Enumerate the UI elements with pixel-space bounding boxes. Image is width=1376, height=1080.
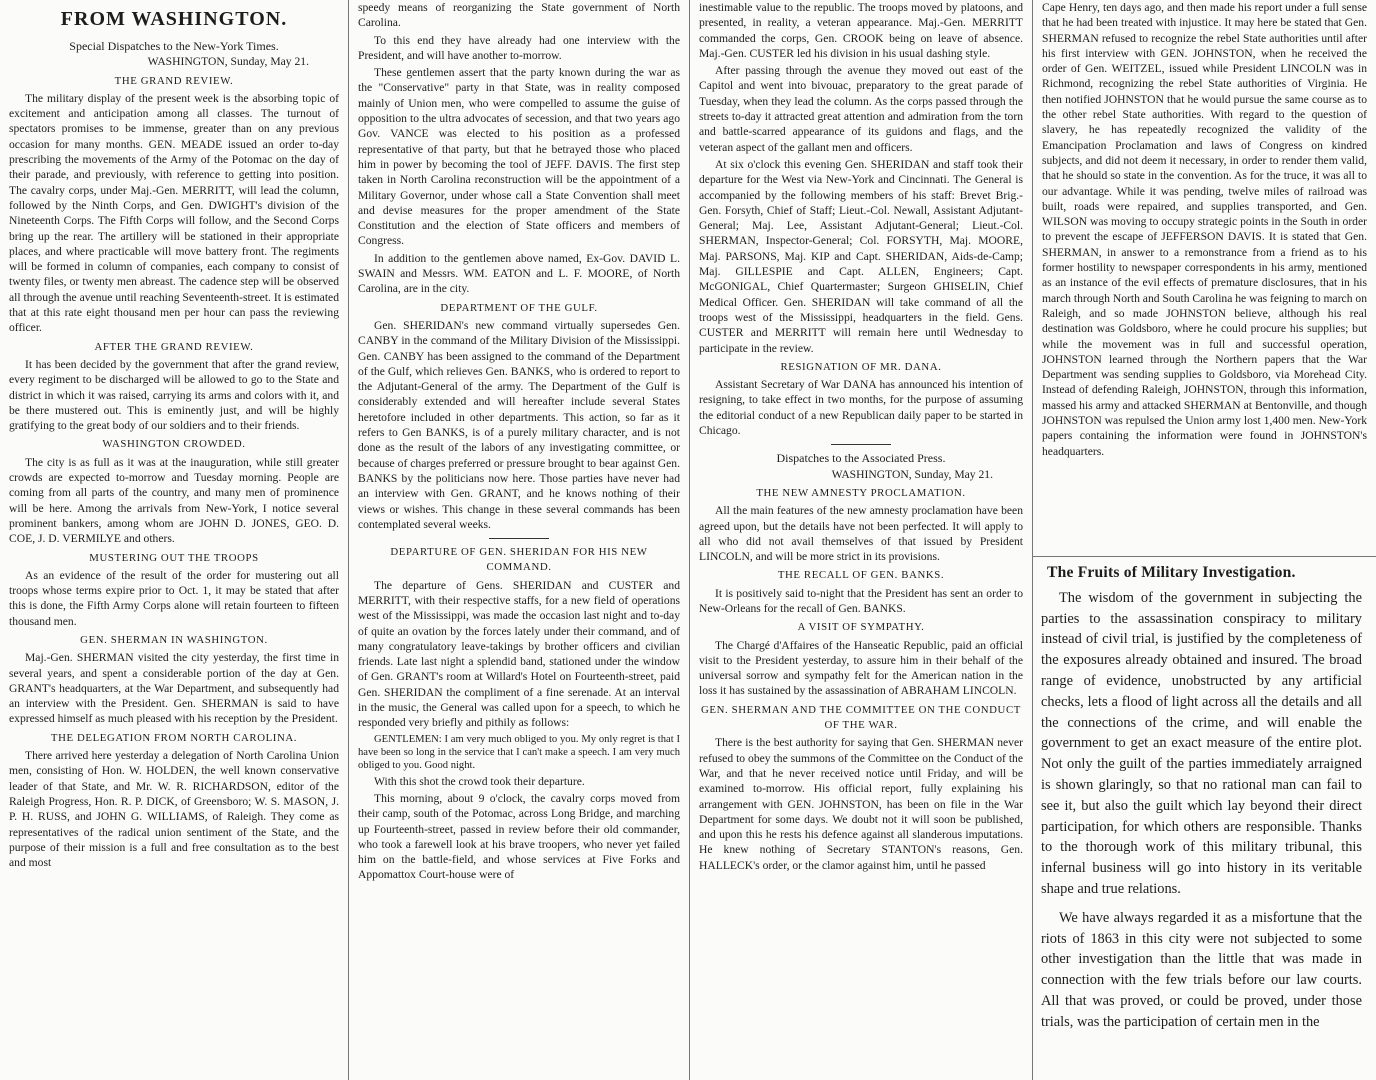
article-paragraph: The city is as full as it was at the inauguration, while still greater crowds are expected to-morrow and Tuesday morning. People are coming from all parts of the country, and many men of prominence will be here. Among the arrivals from New-York, I notice several prominent bankers, among whom are JOHN D. JONES, GEO. D. COE, J. D. VERMILYE and others. — [9, 455, 339, 546]
section-heading-gulf: DEPARTMENT OF THE GULF. — [440, 301, 598, 314]
article-paragraph: In addition to the gentlemen above named, Ex-Gov. DAVID L. SWAIN and Messrs. WM. EATON and L. F. MOORE, of North Carolina, are in the city. — [358, 251, 680, 296]
section-heading-amnesty: THE NEW AMNESTY PROCLAMATION. — [756, 486, 966, 499]
dateline: WASHINGTON, Sunday, May 21. — [147, 55, 309, 69]
section-heading-dana: RESIGNATION OF MR. DANA. — [780, 360, 942, 373]
article-paragraph: Gen. SHERIDAN's new command virtually supersedes Gen. CANBY in the command of the Military Division of the Mississippi. Gen. CANBY has been assigned to the command of the Department of the Gulf, which relieves Gen. BANKS, who is ordered to report to the Adjutant-General of the army. The Department of the Gulf is considerably extended and will hereafter include several States heretofore included in other departments. This action, so far as it refers to Gen BANKS, is of a purely military character, and is not done as the result of the labors of any investigating committee, or because of charges preferred or pressure brought to bear against Gen. BANKS by the politicians now here. Those parties have never had an interview with Gen. GRANT, and he knows nothing of their views or wishes. This change in these several commands has been contemplated several weeks. — [358, 318, 680, 531]
section-heading-recall: THE RECALL OF GEN. BANKS. — [777, 569, 945, 582]
article-paragraph: This morning, about 9 o'clock, the cavalry corps moved from their camp, south of the Potomac, across Long Bridge, and marching up Fourteenth-street, passed in review before their old commander, who took a farewell look at his brave troopers, who never yet failed him on the battle-field, and whose services at Five Forks and Appomattox Court-house were of — [358, 791, 680, 882]
section-heading-after-review: AFTER THE GRAND REVIEW. — [94, 340, 254, 353]
section-heading-delegation: THE DELEGATION FROM NORTH CAROLINA. — [50, 731, 298, 744]
editorial-heading: The Fruits of Military Investigation. — [1047, 564, 1296, 581]
article-paragraph: It is positively said to-night that the President has sent an order to New-Orleans for the recall of Gen. BANKS. — [699, 586, 1023, 615]
dispatch-header: Special Dispatches to the New-York Times. — [69, 39, 279, 53]
article-paragraph: speedy means of reorganizing the State government of North Carolina. — [358, 1, 680, 30]
article-paragraph: Cape Henry, ten days ago, and then made his report under a full sense that he had been treated with injustice. It may here be stated that Gen. SHERMAN refused to recognize the rebel State authorities until after his first interview with GEN. JOHNSTON, when he received the order of Gen. WEITZEL, issued while President LINCOLN was in Richmond, recognizing the rebel State authorities of Virginia. He then notified JOHNSTON that he would pursue the same course as to the other rebel State authorities. With regard to the question of slavery, he has repeatedly recognized the validity of the Emancipation Proclamation and laws of Congress on kindred subjects, and did not deem it necessary, in order to render them valid, that he should so state in the convention. As for the truce, it was all to our advantage. While it was pending, twelve miles of railroad was built, roads were repaired, and supplies transported, and Gen. WILSON was moving to occupy strategic points in the South in order to prevent the escape of JEFFERSON DAVIS. It is stated that Gen. SHERMAN, in answer to a remonstrance from a friend as to his former hostility to newspaper correspondents in his army, mentioned as an instance of the evil effects of premature disclosures, that in his march through North and South Carolina he was feigning to march on Raleigh, and so made JOHNSTON believe, although his real destination was Goldsboro, where he could procure his supplies; but while the movement was in full and successful operation, JOHNSTON learned through the Northern papers that the War Department was sending supplies to Goldsboro, via Morehead City. Instead of defending Raleigh, JOHNSTON, through this information, massed his army and attacked SHERMAN at Bentonville, and though JOHNSTON was repulsed the Union army lost 1,400 men. New-York papers containing the information were found in JOHNSTON's headquarters. — [1042, 1, 1367, 458]
editorial-fruits-panel — [1032, 556, 1376, 1080]
column-3 — [689, 0, 1032, 1080]
article-paragraph: All the main features of the new amnesty proclamation have been agreed upon, but the details have not been perfected. It will apply to all who did not avail themselves of that issued by President LINCOLN, and will be more strict in its provisions. — [699, 504, 1023, 564]
article-paragraph: As an evidence of the result of the order for mustering out all troops whose terms expire prior to Oct. 1, it may be stated that after this is done, the Fifth Army Corps alone will retain fourteen to fifteen thousand men. — [9, 568, 339, 628]
column-1 — [0, 0, 348, 1080]
article-paragraph: Maj.-Gen. SHERMAN visited the city yesterday, the first time in several years, and spent a considerable portion of the day at Gen. GRANT's headquarters, at the War Department, and subsequently had an interview with the President. Gen. SHERMAN is said to have expressed himself as much pleased with his reception by the President. — [9, 651, 339, 726]
section-heading-departure: DEPARTURE OF GEN. SHERIDAN FOR HIS NEW COMMAND. — [390, 546, 648, 574]
divider — [489, 538, 549, 539]
masthead-title: FROM WASHINGTON. — [60, 8, 288, 30]
section-heading-committee: GEN. SHERMAN AND THE COMMITTEE ON THE CONDUCT OF THE WAR. — [701, 703, 1021, 732]
article-paragraph: To this end they have already had one interview with the President, and will have another to-morrow. — [358, 33, 680, 62]
article-paragraph: The military display of the present week is the absorbing topic of excitement and anticipation among all classes. The turnout of spectators promises to be immense, greater than on any previous occasion for many months. GEN. MEADE issued an order to-day prescribing the movements of the Army of the Potomac on the day of their parade, and previously, with reference to getting into position. The cavalry corps, under Maj.-Gen. MERRITT, will lead the column, followed by the Ninth Corps, and Gen. DWIGHT's division of the Nineteenth Corps. The Fifth Corps will follow, and the Second Corps bring up the rear. The artillery will be stationed in their appropriate places, and where practicable will move battery front. The regiments will be formed in column of companies, each company to consist of twenty files, or twenty men abreast. The cadence step will be observed all through the avenue until reaching Seventeenth-street. It is estimated that at this rate eight thousand men per hour can pass the reviewing officer. — [9, 91, 339, 335]
article-paragraph: At six o'clock this evening Gen. SHERIDAN and staff took their departure for the West via New-York and Cincinnati. The General is accompanied by the following members of his staff: Brevet Brig.-Gen. Forsyth, Chief of Staff; Lieut.-Col. Newall, Assistant Adjutant-General; Maj. Lee, Assistant Adjutant-General; Lieut.-Col. SHERMAN, Inspector-General; Col. FORSYTH, Maj. MOORE, Maj. PARSONS, Maj. KIP and Capt. SHERIDAN, Aids-de-Camp; Maj. GILLESPIE and Capt. ALLEN, Engineers; Capt. McGONIGAL, Chief Quartermaster; Surgeon GHISELIN, Chief Medical Officer. Gen. SHERIDAN will take command of all the troops west of the Mississippi, headquarters in the field. Gens. CUSTER and MERRITT will remain here until Wednesday to participate in the review. — [699, 157, 1023, 355]
quoted-speech: GENTLEMEN: I am very much obliged to you. My only regret is that I have been so long in the service that I can't make a speech. I am very much obliged to you. Good night. — [358, 733, 680, 771]
article-paragraph: There arrived here yesterday a delegation of North Carolina Union men, consisting of Hon. W. HOLDEN, the well known conservative leader of that State, and Mr. W. R. RICHARDSON, editor of the Raleigh Progress, Hon. R. P. DICK, of Greensboro; W. S. MASON, J. P. H. RUSS, and JOHN G. WILLIAMS, of Raleigh. They come as representatives of the radical union sentiment of the State, and the purpose of their mission is a full and free consultation as to the best and most — [9, 749, 339, 870]
section-heading-grand-review: THE GRAND REVIEW. — [114, 74, 234, 87]
section-heading-mustering: MUSTERING OUT THE TROOPS — [89, 551, 259, 564]
section-heading-sherman: GEN. SHERMAN IN WASHINGTON. — [80, 633, 268, 646]
section-heading-sympathy: A VISIT OF SYMPATHY. — [797, 621, 925, 634]
editorial-paragraph: The wisdom of the government in subjecting the parties to the assassination conspiracy to military instead of civil trial, is justified by the completeness of the exposures already obtained and insured. The broad range of evidence, unobstructed by any artificial checks, lets a flood of light across all the details and all the connections of the crime, and will enable the government to get an exact measure of the entire plot. Not only the guilt of the parties immediately arraigned is shown glaringly, so that no rational man can fail to see it, but also the guilt which lay beyond their direct participation, for which others are responsible. Thanks to the thorough work of this military tribunal, this infernal business will go into history in its veritable shape and true relations. — [1041, 589, 1362, 897]
article-paragraph: The departure of Gens. SHERIDAN and CUSTER and MERRITT, with their respective staffs, for a new field of operations west of the Mississippi, was made the occasion last night and to-day of quite an ovation by the forces lately under their command, and of many congratulatory leave-takings by brother officers and civilian friends. Late last night a splendid band, stationed under the window of Gen. GRANT's room at Willard's Hotel on Fourteenth-street, paid Gen. SHERIDAN the compliment of a fine serenade. At an interval in the music, the General was called upon for a speech, to which he responded very briefly and pithily as follows: — [358, 578, 680, 730]
column-2 — [348, 0, 689, 1080]
dateline-ap: WASHINGTON, Sunday, May 21. — [831, 467, 993, 481]
article-paragraph: Assistant Secretary of War DANA has announced his intention of resigning, to take effect in two months, for the purpose of assuming the editorial conduct of a new Republican daily paper to be started in Chicago. — [699, 378, 1023, 438]
article-paragraph: There is the best authority for saying that Gen. SHERMAN never refused to obey the summons of the Committee on the Conduct of the War, and that he never received notice until Friday, and will be examined to-morrow. His official report, fully explaining his arrangement with GEN. JOHNSTON, has been on file in the War Department for some days. We doubt not it will soon be published, and upon this he rests his defence against all slanderous imputations. He knew nothing of Secretary STANTON's reasons, Gen. HALLECK's order, or the clamor against him, until he passed — [699, 736, 1023, 872]
article-paragraph: The Chargé d'Affaires of the Hanseatic Republic, paid an official visit to the President yesterday, to assure him in their behalf of the universal sorrow and sympathy felt for the American nation in the loss it has sustained by the assassination of ABRAHAM LINCOLN. — [699, 638, 1023, 698]
divider — [831, 444, 891, 445]
dispatch-header-ap: Dispatches to the Associated Press. — [776, 451, 946, 466]
article-paragraph: After passing through the avenue they moved out east of the Capitol and went into bivouac, preparatory to the great parade of Tuesday, when they lead the column. As the corps passed through the streets to-day it attracted great attention and admiration from the torn and battle-scarred appearance of its guidons and flags, and the veteran aspect of the gallant men and officers. — [699, 64, 1023, 154]
article-paragraph: It has been decided by the government that after the grand review, every regiment to be discharged will be allowed to go to the State and district in which it was raised, carrying its arms and colors with it, and be there mustered out. This is eminently just, and will be highly gratifying to the great body of our soldiers and to their friends. — [9, 357, 339, 433]
editorial-paragraph: We have always regarded it as a misfortune that the riots of 1863 in this city were not subjected to some other investigation than the little that was made in connection with the few trials before our law courts. All that was proved, or could be proved, under those trials, was the participation of certain men in the — [1041, 909, 1362, 1030]
article-paragraph: inestimable value to the republic. The troops moved by platoons, and presented, in reality, a veteran appearance. Maj.-Gen. MERRITT commanded the corps, Gen. CROOK being on leave of absence. Maj.-Gen. CUSTER led his division in his usual dashing style. — [699, 1, 1023, 60]
article-paragraph: With this shot the crowd took their departure. — [374, 774, 585, 788]
section-heading-crowded: WASHINGTON CROWDED. — [102, 438, 246, 451]
article-paragraph: These gentlemen assert that the party known during the war as the "Conservative" party in that State, was in reality composed mainly of Union men, who were compelled to assume the guise of opposition to the ultra advocates of secession, and that two years ago Gov. VANCE was elected to his position as a professed representative of that party, but that he betrayed those who placed him in power by becoming the tool of JEFF. DAVIS. The first step taken in North Carolina reconstruction will be the appointment of a Military Governor, under whose call a State Convention shall meet and devise measures for the proper amendment of the State Constitution and the election of State officers and members of Congress. — [358, 66, 680, 248]
